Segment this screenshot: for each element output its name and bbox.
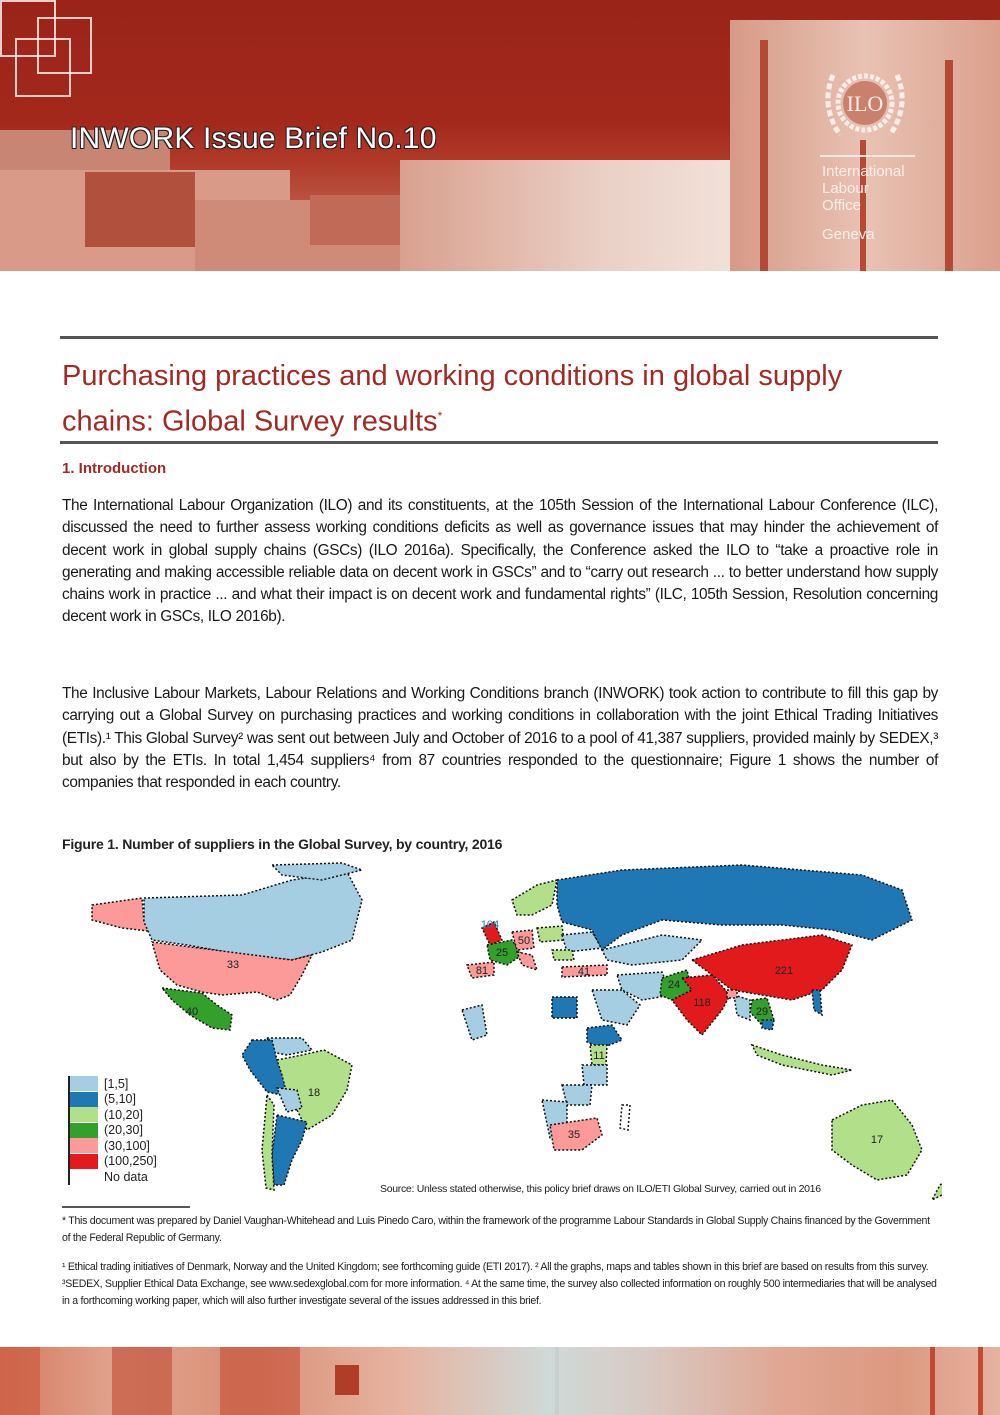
footnote-star: * This document was prepared by Daniel Vaughan-Whitehead and Luis Pinedo Caro, within the framework of the programme Labour Standards in Global Supply Chains financed by the Government of the Federal Republic of Germany. — [62, 1215, 930, 1244]
legend-swatch — [70, 1107, 98, 1122]
footnote-numbered: ¹ Ethical trading initiatives of Denmark, Norway and the United Kingdom; see forthcoming guide (ETI 2017). ² All the graphs, maps and tables shown in this brief are based on results from this survey. ³SEDEX, Supplier Ethical Data Exchange, see www.sedexglobal.com for more information. ⁴ At the same time, the survey also collected information on roughly 500 intermediaries that will be analysed in a forthcoming working paper, which will also further investigate several of the issues addressed in this brief. — [62, 1261, 937, 1307]
footer-banner — [0, 1347, 1000, 1415]
document-title — [62, 356, 942, 442]
map-label-pakistan: 24 — [667, 979, 681, 991]
map-region-tanzania — [582, 1065, 607, 1085]
map-label-south-africa: 35 — [567, 1129, 581, 1141]
map-region-bangladesh — [727, 990, 737, 998]
legend-label: (100,250] — [104, 1154, 157, 1169]
source-note: Source: Unless stated otherwise, this policy brief draws on ILO/ETI Global Survey, carried out in 2016 — [380, 1183, 821, 1195]
map-label-usa: 33 — [226, 959, 240, 971]
org-name-line: Office — [822, 197, 861, 214]
footer-decor — [978, 1347, 983, 1415]
org-name-line: International — [822, 163, 905, 180]
map-region-chile — [262, 1095, 274, 1190]
legend-swatch — [70, 1138, 98, 1153]
legend-item — [70, 1138, 190, 1154]
legend-swatch — [70, 1123, 98, 1138]
map-region-russia — [557, 865, 912, 950]
map-label-vietnam: 29 — [755, 1006, 769, 1018]
map-region-central-asia — [602, 935, 702, 965]
title-line-2: chains: Global Survey results — [62, 405, 438, 438]
map-region-romania — [552, 950, 574, 960]
footer-decor — [220, 1347, 300, 1415]
map-label-germany: 50 — [517, 935, 531, 947]
org-name-line: Labour — [822, 180, 869, 197]
svg-text:ILO: ILO — [846, 91, 884, 116]
ilo-logo — [815, 55, 915, 160]
title-line-1: Purchasing practices and working conditions in global supply — [62, 360, 843, 392]
legend-swatch — [70, 1154, 98, 1169]
legend-label: (20,30] — [104, 1123, 143, 1138]
legend-item — [70, 1123, 190, 1139]
legend-item — [70, 1169, 190, 1185]
legend-label: [1,5] — [104, 1076, 129, 1091]
header-banner — [0, 0, 1000, 271]
building-shape — [945, 60, 953, 271]
map-label-brazil: 18 — [307, 1087, 321, 1099]
map-label-mexico: 40 — [185, 1006, 199, 1018]
legend-item — [70, 1076, 190, 1092]
building-shape — [310, 195, 410, 245]
map-label-france: 25 — [495, 947, 509, 959]
legend-label: No data — [104, 1169, 148, 1184]
logo-divider — [820, 155, 915, 157]
map-region-italy — [517, 952, 537, 970]
map-label-india: 118 — [693, 997, 711, 1009]
title-rule-top — [60, 336, 938, 339]
legend-item — [70, 1092, 190, 1108]
map-label-kenya: 11 — [593, 1050, 605, 1062]
brief-title: INWORK Issue Brief No.10 — [70, 122, 437, 155]
map-label-china: 221 — [774, 965, 794, 977]
footer-decor — [0, 1347, 40, 1415]
map-region-west-africa — [462, 1005, 487, 1040]
building-shape — [760, 40, 768, 271]
map-label-spain: 81 — [475, 965, 489, 977]
legend-label: (5,10] — [104, 1092, 136, 1107]
legend-item — [70, 1154, 190, 1170]
footer-decor — [930, 1347, 935, 1415]
map-region-cambodia — [762, 1020, 774, 1030]
map-label-australia: 17 — [870, 1134, 884, 1146]
legend-item — [70, 1107, 190, 1123]
legend-label: (30,100] — [104, 1138, 150, 1153]
map-region-egypt — [552, 997, 577, 1018]
map-region-ethiopia — [587, 1025, 622, 1048]
map-region-argentina — [272, 1115, 307, 1185]
figure-title: Figure 1. Number of suppliers in the Global Survey, by country, 2016 — [62, 836, 503, 852]
footer-decor — [335, 1365, 359, 1395]
map-region-poland — [537, 926, 564, 942]
org-location: Geneva — [822, 226, 875, 243]
map-label-turkey: 41 — [577, 966, 591, 978]
legend-swatch — [70, 1169, 98, 1184]
map-region-myanmar — [734, 995, 750, 1020]
map-legend — [68, 1076, 190, 1185]
footnote-divider — [62, 1206, 190, 1208]
paragraph-1: The International Labour Organization (ILO) and its constituents, at the 105th Session of the International Labour Conference (ILC), discussed the need to further assess working conditions deficits as well as governance issues that may hinder the achievement of decent work in global supply chains (GSCs) (ILO 2016a). Specifically, the Conference asked the ILO to “take a proactive role in generating and making accessible reliable data on decent work in GSCs” and to “carry out research ... to better understand how supply chains work in practice ... and what their impact is on decent work and fundamental rights” (ILC, 105th Session, Resolution concerning decent work in GSCs, ILO 2016b). — [62, 497, 938, 626]
map-label-uk: 104 — [480, 919, 500, 931]
section-heading: 1. Introduction — [62, 460, 167, 477]
paragraph-2: The Inclusive Labour Markets, Labour Relations and Working Conditions branch (INWORK) took action to contribute to fill this gap by carrying out a Global Survey on purchasing practices and working conditions in collaboration with the joint Ethical Trading Initiatives (ETIs).¹ This Global Survey² was sent out between July and October of 2016 to a pool of 41,387 suppliers, provided mainly by SEDEX,³ but also by the ETIs. In total 1,454 suppliers⁴ from 87 countries responded to the questionnaire; Figure 1 shows the number of companies that responded in each country. — [62, 685, 938, 792]
legend-swatch — [70, 1076, 98, 1091]
footer-decor — [112, 1347, 172, 1415]
world-map — [62, 860, 942, 1200]
map-region-new-zealand — [932, 1180, 942, 1200]
map-region-madagascar — [620, 1105, 630, 1130]
legend-label: (10,20] — [104, 1107, 143, 1122]
title-rule-bottom — [60, 441, 938, 444]
map-region-philippines — [812, 990, 822, 1015]
ilo-emblem-icon — [815, 55, 915, 155]
title-footnote-mark[interactable]: * — [437, 409, 443, 423]
footer-decor — [555, 1347, 559, 1415]
map-region-indonesia — [752, 1045, 852, 1075]
legend-swatch — [70, 1092, 98, 1107]
building-shape — [400, 160, 740, 271]
building-shape — [85, 172, 195, 247]
map-region-scandinavia — [512, 880, 557, 915]
decorative-square — [15, 38, 71, 97]
